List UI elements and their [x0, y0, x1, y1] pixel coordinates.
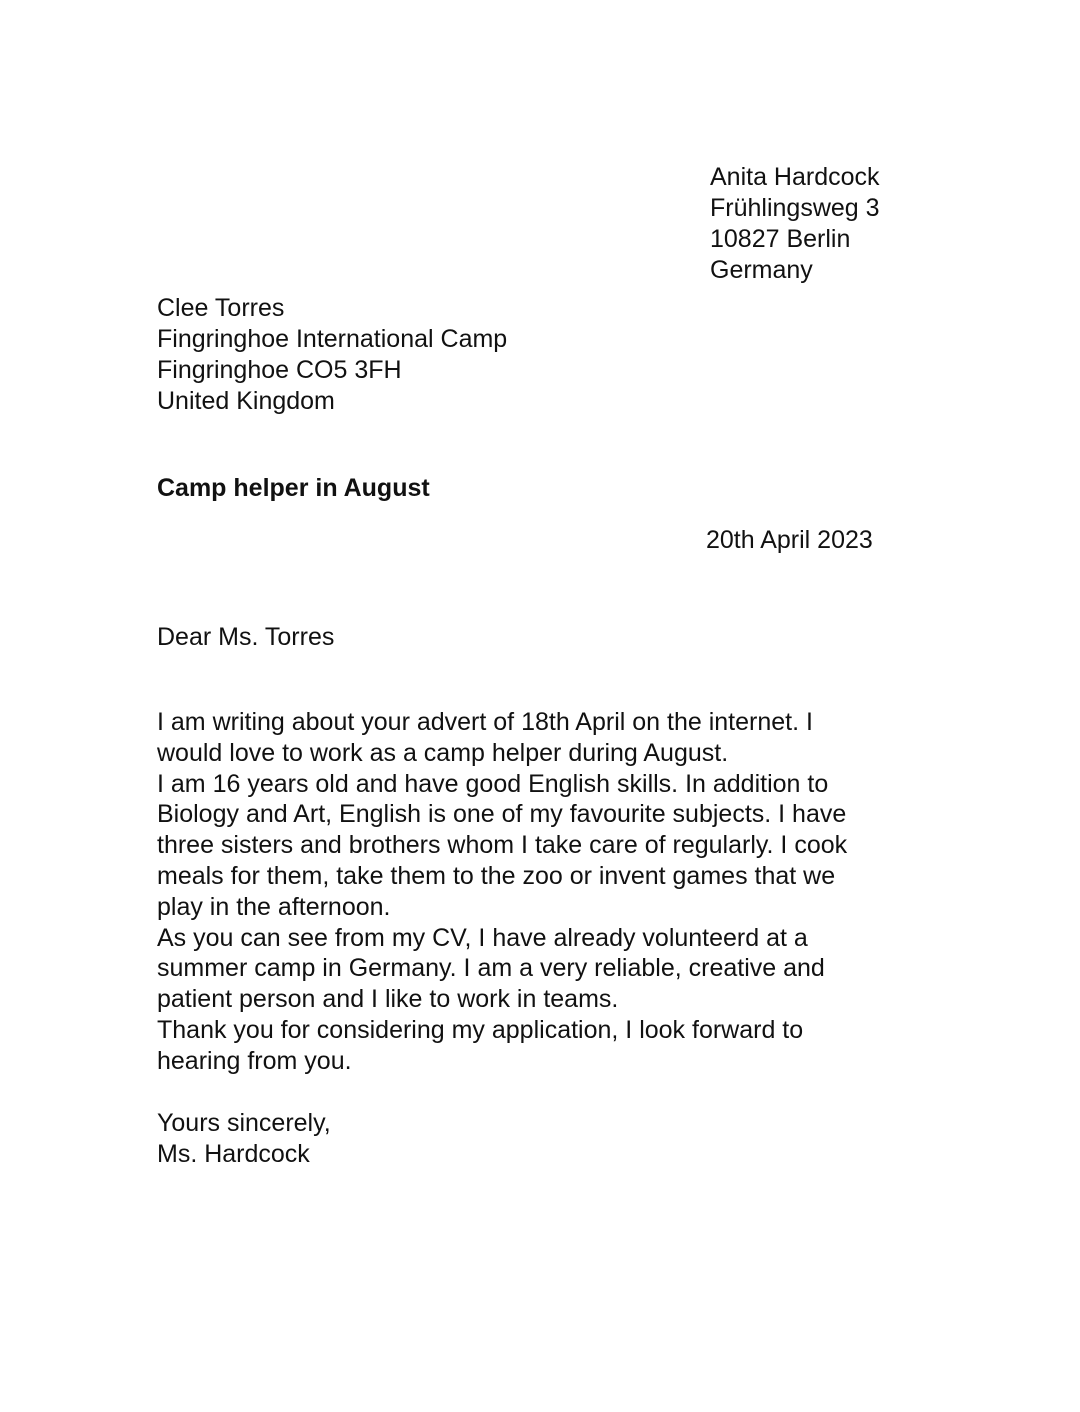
closing-phrase: Yours sincerely,: [157, 1109, 331, 1137]
letter-closing: [157, 1108, 331, 1170]
recipient-country: United Kingdom: [157, 387, 335, 415]
body-line: I am writing about your advert of 18th April on the internet. I: [157, 708, 813, 736]
recipient-city: Fingringhoe CO5 3FH: [157, 356, 402, 384]
body-line: I am 16 years old and have good English skills. In addition to: [157, 769, 829, 798]
signature: Ms. Hardcock: [157, 1140, 310, 1168]
letter-body: [157, 707, 847, 1077]
body-line: meals for them, take them to the zoo or invent games that we: [157, 861, 836, 890]
sender-city: 10827 Berlin: [710, 225, 851, 253]
letter-subject: Camp helper in August: [157, 474, 430, 502]
body-line: three sisters and brothers whom I take care of regularly. I cook: [157, 831, 848, 860]
sender-street: Frühlingsweg 3: [710, 194, 880, 222]
body-line: patient person and I like to work in teams.: [157, 985, 619, 1014]
sender-address: [710, 162, 880, 286]
sender-name: Anita Hardcock: [710, 163, 880, 191]
body-line: hearing from you.: [157, 1046, 352, 1075]
body-line: would love to work as a camp helper during August.: [157, 738, 729, 767]
body-line: As you can see from my CV, I have already volunteerd at a: [157, 923, 808, 952]
body-line: play in the afternoon.: [157, 892, 391, 921]
body-line: summer camp in Germany. I am a very reliable, creative and: [157, 954, 825, 983]
body-line: Thank you for considering my application, I look forward to: [157, 1015, 804, 1044]
recipient-organisation: Fingringhoe International Camp: [157, 325, 508, 353]
body-line: Biology and Art, English is one of my favourite subjects. I have: [157, 800, 847, 829]
salutation: Dear Ms. Torres: [157, 623, 335, 651]
letter-date: 20th April 2023: [706, 526, 873, 554]
recipient-address: [157, 293, 507, 417]
sender-country: Germany: [710, 256, 813, 284]
recipient-name: Clee Torres: [157, 294, 285, 322]
